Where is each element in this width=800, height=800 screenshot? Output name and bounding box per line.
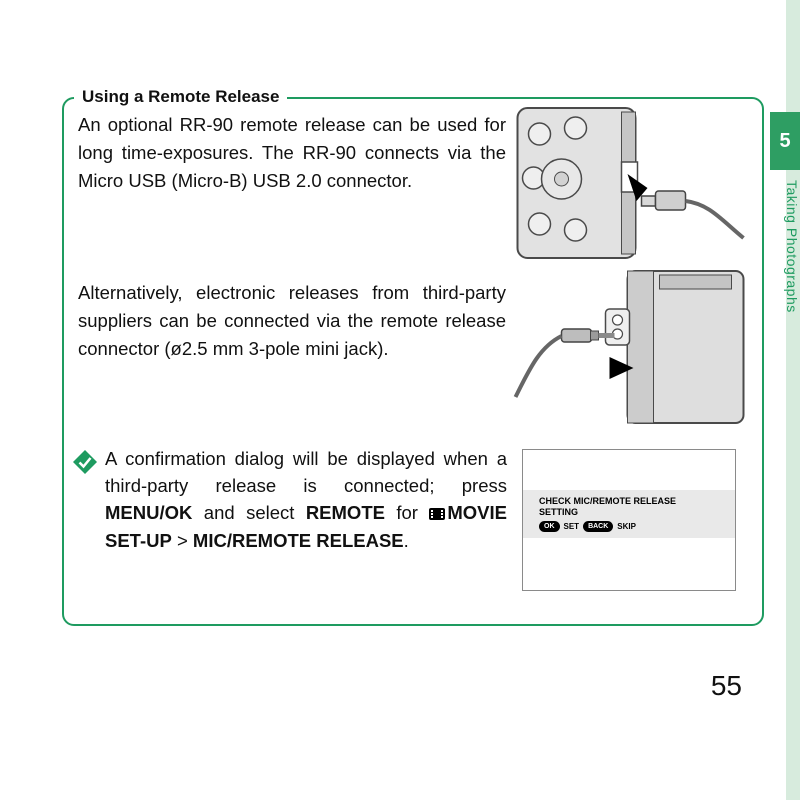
note-seg: . [403,530,409,551]
dialog-message-band [523,490,735,538]
paragraph-rr90: An optional RR-90 remote release can be used for long time-exposures. The RR-90 connects via the Micro USB (Micro-B) USB 2.0 connector. [78,114,506,191]
back-action-label: SKIP [617,522,636,531]
section-title: Using a Remote Release [74,87,287,107]
dialog-actions [539,521,731,532]
movie-icon [429,500,445,527]
ok-action-label: SET [563,522,580,531]
note-seg: A confirmation dialog will be displayed when a third-party release is connected; press [105,448,507,496]
note-seg: > [171,530,193,551]
chapter-number: 5 [779,129,791,152]
camera-jack-illustration [507,267,752,427]
note-text [105,445,507,554]
chapter-title-vertical: Taking Photographs [784,180,800,313]
menu-ok-label: MENU/OK [105,502,193,523]
note-seg: and select [192,502,306,523]
note-diamond-icon [72,449,98,475]
movie-setup-label: MOVIE SET-UP [105,502,507,551]
section-box [62,87,764,626]
camera-usb-illustration [507,104,752,264]
chapter-tab [770,112,800,170]
remote-label: REMOTE [305,502,385,523]
note-seg: for [384,502,430,523]
mic-remote-release-label: MIC/REMOTE RELEASE [192,530,404,551]
camera-side-jack-drawing [507,267,752,427]
dialog-line2: SETTING [539,507,579,517]
dialog-line1: CHECK MIC/REMOTE RELEASE [539,496,677,506]
back-button-badge: BACK [583,521,613,532]
page-number: 55 [710,670,742,701]
camera-back-usb-drawing [507,104,752,264]
ok-button-badge: OK [539,521,560,532]
confirmation-dialog-screenshot [522,449,736,591]
paragraph-third-party: Alternatively, electronic releases from third-party suppliers can be connected via the remote release connector (ø2.5 mm 3-pole mini jack). [78,282,506,359]
